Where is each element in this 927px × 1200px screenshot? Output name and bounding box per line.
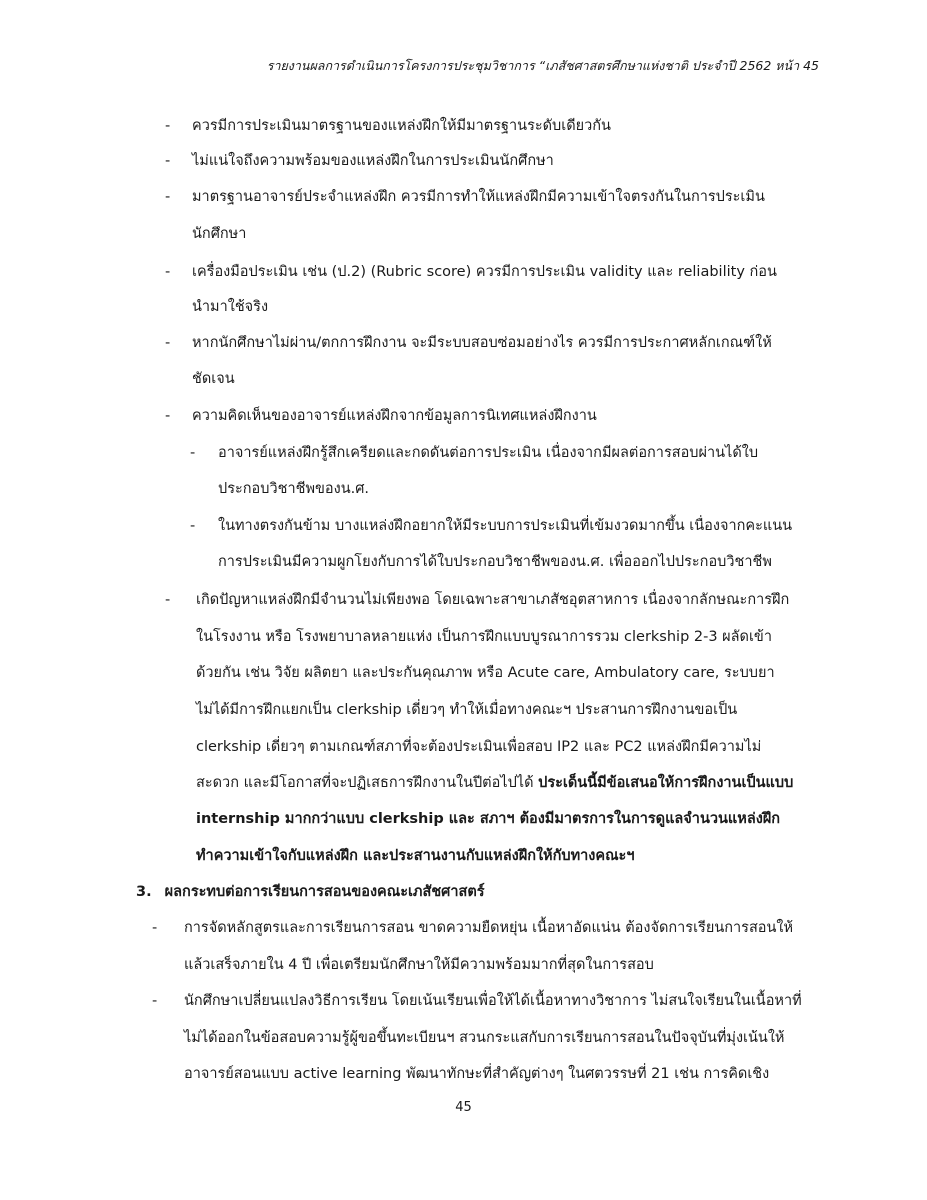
bullet-text: ความคิดเห็นของอาจารย์แหล่งฝึกจากข้อมูลการนิเทศแหล่งฝึกงาน [192, 408, 597, 424]
bullet-dash: - [165, 189, 171, 205]
bullet-dash: - [152, 993, 158, 1009]
sub-bullet-dash: - [190, 445, 196, 461]
section-heading [136, 882, 485, 902]
bold-proposal: ประเด็นนี้มีข้อเสนอให้การฝึกงานเป็นแบบ [538, 775, 794, 791]
bullet-text: นักศึกษาเปลี่ยนแปลงวิธีการเรียน โดยเน้นเรียนเพื่อให้ได้เนื้อหาทางวิชาการ ไม่สนใจเรียนในเนื้อหาที่ [184, 993, 802, 1009]
section-title: ผลกระทบต่อการเรียนการสอนของคณะเภสัชศาสตร์ [164, 884, 485, 900]
bullet-text: ไม่ได้ออกในข้อสอบความรู้ผู้ขอขึ้นทะเบียนฯ สวนกระแสกับการเรียนการสอนในปัจจุบันที่มุ่งเน้นให้ [184, 1030, 785, 1046]
bullet-dash: - [165, 153, 171, 169]
bullet-text: หากนักศึกษาไม่ผ่าน/ตกการฝึกงาน จะมีระบบสอบซ่อมอย่างไร ควรมีการประกาศหลักเกณฑ์ให้ [192, 335, 772, 351]
sub-bullet-text: ในทางตรงกันข้าม บางแหล่งฝึกอยากให้มีระบบการประเมินที่เข้มงวดมากขึ้น เนื่องจากคะแนน [218, 518, 793, 534]
bullet-text [196, 773, 793, 793]
bullet-text: แล้วเสร็จภายใน 4 ปี เพื่อเตรียมนักศึกษาให้มีความพร้อมมากที่สุดในการสอบ [184, 957, 654, 973]
bullet-dash: - [165, 264, 171, 280]
bullet-dash: - [165, 408, 171, 424]
bullet-text-regular: สะดวก และมีโอกาสที่จะปฏิเสธการฝึกงานในปีต่อไปได้ [196, 775, 534, 791]
bullet-dash: - [165, 335, 171, 351]
bullet-text: ไม่แน่ใจถึงความพร้อมของแหล่งฝึกในการประเมินนักศึกษา [192, 153, 554, 169]
bullet-text: ควรมีการประเมินมาตรฐานของแหล่งฝึกให้มีมาตรฐานระดับเดียวกัน [192, 118, 611, 134]
bullet-text: การจัดหลักสูตรและการเรียนการสอน ขาดความยืดหยุ่น เนื้อหาอัดแน่น ต้องจัดการเรียนการสอนให้ [184, 920, 794, 936]
bullet-text: เครื่องมือประเมิน เช่น (ป.2) (Rubric score) ควรมีการประเมิน validity และ reliability ก่อน [192, 264, 777, 280]
bullet-dash: - [152, 920, 158, 936]
section-number: 3. [136, 884, 152, 900]
sub-bullet-dash: - [190, 518, 196, 534]
running-header: รายงานผลการดำเนินการโครงการประชุมวิชาการ “เภสัชศาสตรศึกษาแห่งชาติ ประจำปี 2562 หน้า 45 [266, 58, 819, 73]
bold-proposal: internship มากกว่าแบบ clerkship และ สภาฯ ต้องมีมาตรการในการดูแลจำนวนแหล่งฝึก [196, 811, 781, 827]
bullet-text: เกิดปัญหาแหล่งฝึกมีจำนวนไม่เพียงพอ โดยเฉพาะสาขาเภสัชอุตสาหการ เนื่องจากลักษณะการฝึก [196, 592, 790, 608]
bullet-text: อาจารย์สอนแบบ active learning พัฒนาทักษะที่สำคัญต่างๆ ในศตวรรษที่ 21 เช่น การคิดเชิง [184, 1066, 770, 1082]
sub-bullet-text: การประเมินมีความผูกโยงกับการได้ใบประกอบวิชาชีพของน.ศ. เพื่อออกไปประกอบวิชาชีพ [218, 554, 772, 570]
bullet-text: มาตรฐานอาจารย์ประจำแหล่งฝึก ควรมีการทำให้แหล่งฝึกมีความเข้าใจตรงกันในการประเมิน [192, 189, 765, 205]
bullet-text: ด้วยกัน เช่น วิจัย ผลิตยา และประกันคุณภาพ หรือ Acute care, Ambulatory care, ระบบยา [196, 665, 775, 681]
bullet-dash: - [165, 118, 171, 134]
bullet-text: ชัดเจน [192, 371, 235, 387]
sub-bullet-text: ประกอบวิชาชีพของน.ศ. [218, 481, 370, 497]
bullet-text: นักศึกษา [192, 226, 247, 242]
bullet-dash: - [165, 592, 171, 608]
page-number: 45 [455, 1100, 472, 1115]
bullet-text: clerkship เดี่ยวๆ ตามเกณฑ์สภาที่จะต้องประเมินเพื่อสอบ IP2 และ PC2 แหล่งฝึกมีความไม่ [196, 739, 762, 755]
sub-bullet-text: อาจารย์แหล่งฝึกรู้สึกเครียดและกดดันต่อการประเมิน เนื่องจากมีผลต่อการสอบผ่านได้ใบ [218, 445, 759, 461]
bullet-text: ในโรงงาน หรือ โรงพยาบาลหลายแห่ง เป็นการฝึกแบบบูรณาการรวม clerkship 2-3 ผลัดเข้า [196, 629, 772, 645]
bold-proposal: ทำความเข้าใจกับแหล่งฝึก และประสานงานกับแหล่งฝึกให้กับทางคณะฯ [196, 848, 635, 864]
bullet-text: นำมาใช้จริง [192, 299, 269, 315]
bullet-text: ไม่ได้มีการฝึกแยกเป็น clerkship เดี่ยวๆ ทำให้เมื่อทางคณะฯ ประสานการฝึกงานขอเป็น [196, 702, 738, 718]
